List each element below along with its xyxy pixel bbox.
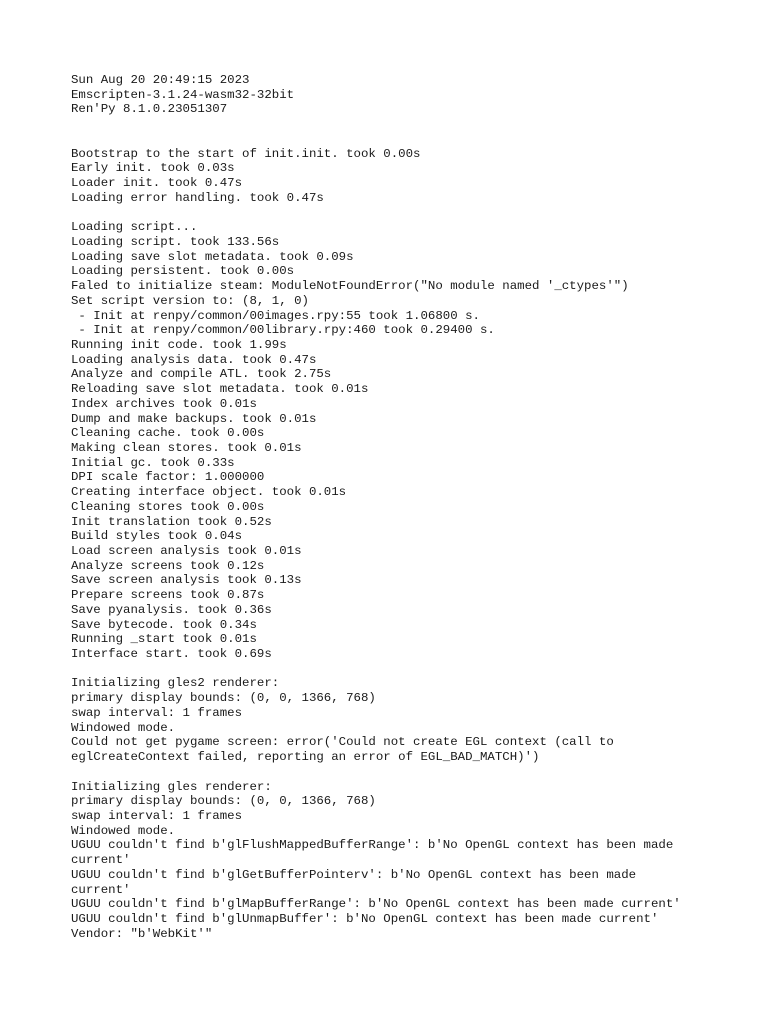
log-line: Analyze and compile ATL. took 2.75s — [71, 367, 332, 382]
log-line: Ren'Py 8.1.0.23051307 — [71, 102, 228, 117]
log-line: Cleaning stores took 0.00s — [71, 499, 265, 514]
log-line: primary display bounds: (0, 0, 1366, 768) — [71, 794, 376, 809]
log-line: Analyze screens took 0.12s — [71, 558, 265, 573]
log-line: Loading analysis data. took 0.47s — [71, 352, 317, 367]
log-line: Creating interface object. took 0.01s — [71, 485, 347, 500]
log-line: Save screen analysis took 0.13s — [71, 573, 302, 588]
log-blank-line — [71, 132, 751, 147]
log-line: UGUU couldn't find b'glMapBufferRange': b'No OpenGL context has been made current' — [71, 897, 681, 912]
log-line: current' — [71, 882, 131, 897]
log-line: Windowed mode. — [71, 823, 176, 838]
log-blank-line — [71, 765, 751, 780]
log-line: Save bytecode. took 0.34s — [71, 617, 257, 632]
log-line: Sun Aug 20 20:49:15 2023 — [71, 73, 250, 87]
log-line: Early init. took 0.03s — [71, 161, 235, 176]
log-line: Save pyanalysis. took 0.36s — [71, 602, 272, 617]
log-line: Loading error handling. took 0.47s — [71, 190, 324, 205]
log-line: Loading script... — [71, 220, 198, 235]
log-line: Making clean stores. took 0.01s — [71, 440, 302, 455]
log-line: swap interval: 1 frames — [71, 705, 243, 720]
log-line: current' — [71, 853, 131, 868]
log-line: Loading persistent. took 0.00s — [71, 264, 295, 279]
log-line: Running init code. took 1.99s — [71, 337, 287, 352]
log-line: Initializing gles renderer: — [71, 779, 272, 794]
log-text — [71, 73, 751, 941]
log-line: Index archives took 0.01s — [71, 396, 257, 411]
log-line: Emscripten-3.1.24-wasm32-32bit — [71, 87, 295, 102]
log-blank-line — [71, 205, 751, 220]
log-line: Loading script. took 133.56s — [71, 234, 280, 249]
log-line: Initializing gles2 renderer: — [71, 676, 280, 691]
log-line: Loader init. took 0.47s — [71, 176, 243, 191]
log-line: Faled to initialize steam: ModuleNotFoundError("No module named '_ctypes'") — [71, 279, 629, 294]
log-line: Windowed mode. — [71, 720, 176, 735]
log-line: UGUU couldn't find b'glUnmapBuffer': b'No OpenGL context has been made current' — [71, 911, 659, 926]
log-line: Loading save slot metadata. took 0.09s — [71, 249, 354, 264]
log-line: UGUU couldn't find b'glFlushMappedBufferRange': b'No OpenGL context has been made — [71, 838, 674, 853]
log-line: Vendor: "b'WebKit'" — [71, 926, 213, 941]
log-line: Running _start took 0.01s — [71, 632, 257, 647]
log-line: UGUU couldn't find b'glGetBufferPointerv': b'No OpenGL context has been made — [71, 867, 637, 882]
log-line: Cleaning cache. took 0.00s — [71, 426, 265, 441]
log-line: Set script version to: (8, 1, 0) — [71, 293, 309, 308]
log-line: Init translation took 0.52s — [71, 514, 272, 529]
log-line: Dump and make backups. took 0.01s — [71, 411, 317, 426]
log-blank-line — [71, 662, 751, 677]
log-line: DPI scale factor: 1.000000 — [71, 470, 265, 485]
log-line: Reloading save slot metadata. took 0.01s — [71, 382, 369, 397]
log-line: Initial gc. took 0.33s — [71, 455, 235, 470]
log-line: Load screen analysis took 0.01s — [71, 544, 302, 558]
log-blank-line — [71, 117, 751, 132]
log-line: Prepare screens took 0.87s — [71, 588, 265, 603]
log-line: eglCreateContext failed, reporting an error of EGL_BAD_MATCH)') — [71, 750, 540, 765]
log-line: Bootstrap to the start of init.init. took 0.00s — [71, 146, 421, 161]
log-line: - Init at renpy/common/00library.rpy:460 took 0.29400 s. — [71, 323, 495, 338]
log-line: - Init at renpy/common/00images.rpy:55 took 1.06800 s. — [71, 308, 480, 323]
log-line: Interface start. took 0.69s — [71, 647, 272, 662]
log-line: swap interval: 1 frames — [71, 808, 243, 823]
log-line: primary display bounds: (0, 0, 1366, 768) — [71, 691, 376, 706]
log-line: Could not get pygame screen: error('Could not create EGL context (call to — [71, 735, 614, 750]
log-line: Build styles took 0.04s — [71, 529, 243, 544]
